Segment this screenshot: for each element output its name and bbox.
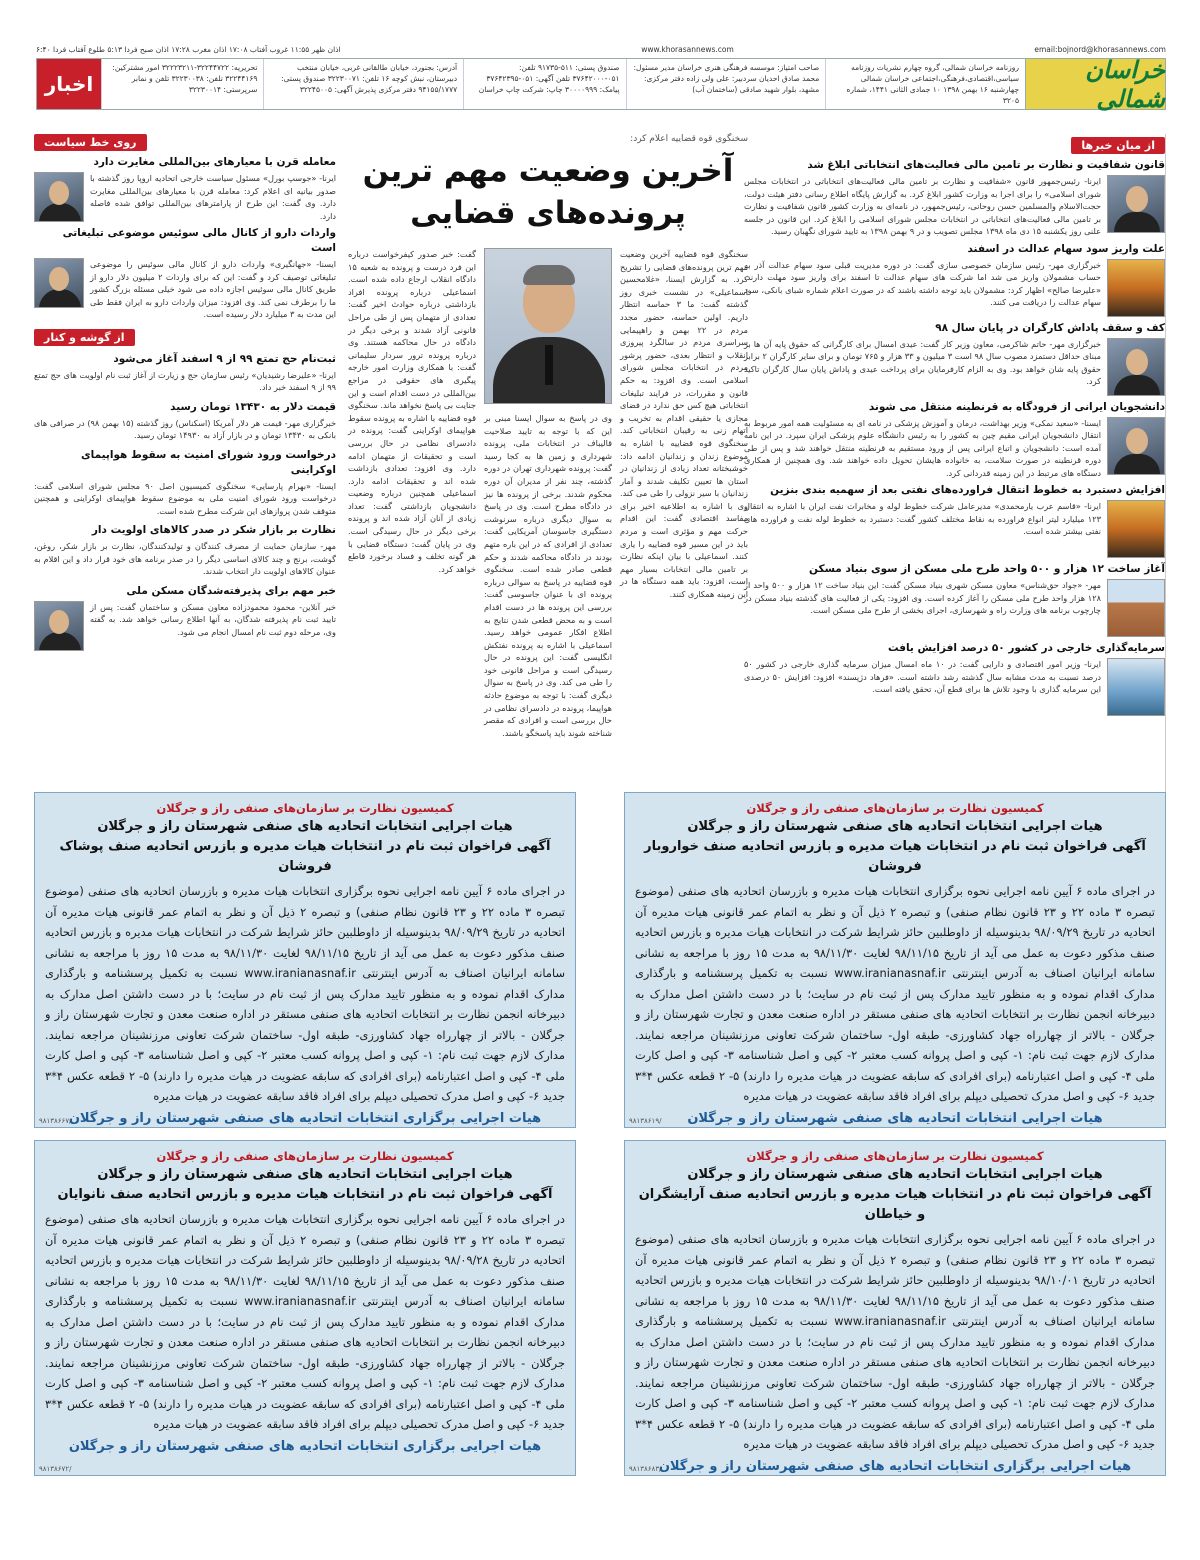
brief-row (34, 480, 336, 518)
brief-headline[interactable]: معامله قرن با معیارهای بین‌المللی مغایرت دارد (93, 156, 336, 168)
ad-call-title: آگهی فراخوان ثبت نام در انتخابات هیات مدیره و بازرس اتحادیه صنف آرایشگران و خیاطان (638, 1187, 1152, 1222)
brief-headline[interactable]: قیمت دلار به ۱۳۴۳۰ تومان رسید (170, 400, 336, 413)
ad-call-title: آگهی فراخوان ثبت نام در انتخابات هیات مدیره و بازرس اتحادیه صنف خواروبار فروشان (644, 839, 1146, 874)
masthead-info-office: آدرس: بجنورد، خیابان طالقانی غربی، خیابان منتخب دبیرستان، نبش کوچه ۱۶ تلفن: ۳۲۲۳۰۰۷۱ صندوق پستی: ۹۴۱۵۵/۱۷۷۷ دفتر مرکزی پذیرش آگهی: ۳۲۲۴۵۰۰۵ (263, 59, 463, 109)
portrait-photo (1107, 338, 1165, 396)
brief-row (34, 258, 336, 321)
brief-body: خبرگزاری مهر- قیمت هر دلار آمریکا (اسکناس) روز گذشته (۱۵ بهمن ۹۸) در صرافی های بانکی به ۱۳۴۳۰ تومان و در بازار آزاد به ۱۴۹۳۰ تومان رسید. (34, 417, 337, 440)
brief-headline[interactable]: ثبت‌نام حج تمتع ۹۹ از ۹ اسفند آغاز می‌شود (113, 352, 336, 365)
ad-commission: کمیسیون نظارت بر سازمان‌های صنفی راز و جرگلان (746, 801, 1044, 815)
ad-commission: کمیسیون نظارت بر سازمان‌های صنفی راز و جرگلان (156, 1149, 454, 1163)
ad-body: در اجرای ماده ۶ آیین نامه اجرایی نحوه برگزاری انتخابات هیات مدیره و بازرسان اتحادیه های صنفی (موضوع تبصره ۳ ماده ۲۲ و ۲۳ قانون نظام صنفی) و تبصره ۲ ذیل آن و نظر به اتمام عمر قانونی هیات مدیره آن اتحادیه در تاریخ ۹۸/۰۹/۲۸ بدینوسیله از داوطلبین حائز شرایط شرکت در انتخابات هیات مدیره و بازرس اتحادیه صنف مذکور دعوت به عمل می آید از تاریخ ۹۸/۱۱/۱۵ لغایت ۹۸/۱۱/۳۰ به مدت ۱۵ روز با مراجعه به نشانی سامانه ایرانیان اصناف به آدرس اینترنتی www.iranianasnaf.ir نسبت به تکمیل پرسشنامه و بارگذاری مدارک اقدام نموده و به منظور تایید مدارک پس از ثبت نام در سایت؛ با در دست داشتن اصل مدارک به دبیرخانه انجمن نظارت بر انتخابات اتحادیه های صنفی مستقر در اداره صنعت معدن و تجارت شهرستان راز و جرگلان - بالاتر از چهارراه جهاد کشاورزی- طبقه اول- ساختمان شرکت تعاونی مرزنشینان مراجعه نمایند. مدارک لازم جهت ثبت نام: ۱- کپی و اصل پروانه کسب معتبر ۲- کپی و اصل شناسنامه ۳- کپی و اصل کارت ملی ۴- کپی و اصل اعتبارنامه (برای افرادی که سابقه عضویت در هیات مدیره را دارند) ۵- ۲ قطعه عکس ۴*۳ جدید ۶- کپی و اصل مدرک تحصیلی دیپلم برای افراد فاقد سابقه عضویت در هیات مدیره (45, 1212, 566, 1431)
photo-shoulders (39, 203, 81, 222)
spokesperson-photo (484, 248, 612, 404)
politics-brief (34, 226, 336, 321)
brief-headline[interactable]: سرمایه‌گذاری خارجی در کشور ۵۰ درصد افزایش یافت (888, 642, 1165, 654)
masthead (36, 55, 1166, 113)
brief-headline[interactable]: دانشجویان ایرانی از فرودگاه به قرنطینه منتقل می شوند (868, 400, 1165, 413)
portrait-photo (34, 601, 84, 651)
news-brief (744, 158, 1165, 238)
brief-row (34, 540, 336, 578)
lead-headline: آخرین وضعیت مهم ترین پرونده‌های قضایی (362, 153, 734, 231)
photo-shoulders (39, 289, 81, 308)
politics-column (34, 134, 336, 794)
ad-grocers (624, 792, 1166, 1128)
brief-row (34, 172, 336, 222)
prayer-times: اذان ظهر ۱۱:۵۵ غروب آفتاب ۱۷:۰۸ اذان مغرب ۱۷:۲۸ اذان صبح فردا ۵:۱۳ طلوع آفتاب فردا ۶:۴۰ (36, 45, 341, 54)
lead-column-right: سخنگوی قوه قضاییه آخرین وضعیت مهم ترین پرونده‌های قضایی را تشریح کرد. به گزارش ایسنا، «غلامحسین اسماعیلی» در نشست خبری روز گذشته گفت: ما ۳ حماسه انتظار داریم. اولین حماسه، حضور مجدد مردم در ۲۲ بهمن و راهپیمایی سراسری مردم در سالگرد پیروزی انقلاب و انتظار بعدی، حضور پرشور مردم در انتخابات مجلس شورای اسلامی است. وی افزود: به حکم قانون و مقررات، در فرایند تبلیغات انتخاباتی هیچ کس حق ندارد در فضای مجازی یا حقیقی اقدام به تخریب و اتهام زنی به رقیبان انتخاباتی کند. سخنگوی قوه قضاییه با اشاره به موضوع زندان و زندانیان ادامه داد: خوشبختانه تعداد زیادی از زندانیان در استان ها تعیین تکلیف شدند و آمار زندانیان با سیر نزولی را طی می کند. وی با اشاره به اطلاعیه اخیر برای مفاسد اقتصادی گفت: این اقدام حرکت مهم و مؤثری است و مردم باید در این مسیر قوه قضاییه را یاری کنند. اسماعیلی با بیان اینکه نظارت بر تامین مالی انتخابات بسیار مهم است، افزود: باید همه دستگاه ها در این زمینه همکاری کنند. (620, 249, 748, 600)
brief-headline[interactable]: افزایش دستبرد به خطوط انتقال فراورده‌های نفتی بعد از سهمیه‌ بندی بنزین (770, 484, 1165, 496)
top-info-strip (36, 45, 1166, 57)
corner-brief (34, 448, 336, 518)
photo-face (49, 610, 69, 634)
brief-body: ایرنا- رئیس‌جمهور قانون «شفافیت و نظارت بر تامین مالی فعالیت‌های انتخاباتی در انتخابات مجلس شورای اسلامی» را برای اجرا به وزارت کشور ابلاغ کرد. به گزارش پایگاه اطلاع رسانی دفتر هیئت دولت، حجت‌الاسلام والمسلمین حسن روحانی، رئیس‌جمهور، در نامه‌ای به وزارت کشور قانون شفافیت و نظارت بر تامین مالی فعالیت‌های انتخاباتی در انتخابات مجلس شورای اسلامی را ابلاغ کرد. این قانون در جلسه علنی روز یکشنبه ۱۵ دی ماه ۱۳۹۸ مجلس تصویب و در ۹ بهمن ۱۳۹۸ به تایید شورای نگهبان رسید. (744, 176, 1101, 236)
corner-brief (34, 352, 336, 394)
news-photo (1107, 579, 1165, 637)
news-brief (744, 242, 1165, 317)
news-photo (1107, 658, 1165, 716)
brief-body: خبر آنلاین- محمود محمودزاده معاون مسکن و ساختمان گفت: پس از تایید ثبت نام پذیرفته شدگان، به آنها اطلاع رسانی خواهد شد. به گفته وی، مرحله دوم ثبت نام امسال انجام می شود. (90, 601, 336, 637)
lead-column-left: گفت: خبر صدور کیفرخواست درباره این فرد درست و پرونده به شعبه ۱۵ دادگاه انقلاب ارجاع داده شده است. اسماعیلی درباره پرونده افراد بازداشتی درباره حوادث اخیر گفت: تعدادی از متهمان پس از طی مراحل قانونی آزاد شدند و برخی دیگر در دادگاه در حال محاکمه هستند. وی درباره پرونده ترور سردار سلیمانی گفت: با همکاری وزارت امور خارجه پیگیری های حقوقی در مراجع بین‌المللی در دست اقدام است و این جنایت بی پاسخ نخواهد ماند. سخنگوی قوه قضاییه با اشاره به پرونده سقوط هواپیمای اوکراینی گفت: پرونده در دادسرای نظامی در حال بررسی است و تحقیقات از متهمان ادامه دارد. وی افزود: تعدادی بازداشت شده اند و تحقیقات ادامه دارد. اسماعیلی همچنین درباره وضعیت دانشجویان بازداشتی گفت: تعداد زیادی از آنان آزاد شده اند و پرونده برخی دیگر در حال رسیدگی است. وی در پایان گفت: دستگاه قضایی با هر گونه تخلف و فساد برخورد قاطع خواهد کرد. (348, 249, 476, 574)
section-tab: اخبار (37, 59, 101, 109)
politics-brief (34, 155, 336, 222)
ad-code: ۹۸۱۳۸۶۱۹/ (629, 1117, 662, 1125)
masthead-info-publisher: صاحب امتیاز: موسسه فرهنگی هنری خراسان مدیر مسئول: محمد صادق احدیان سردبیر: علی ولی زاده دفتر مرکزی: مشهد، بلوار شهید صادقی (ساختمان آب) (626, 59, 826, 109)
ad-barbers-tailors (624, 1140, 1166, 1476)
photo-face (49, 181, 69, 205)
lead-story (348, 134, 748, 794)
masthead-info-publication: روزنامه خراسان شمالی، گروه چهارم نشریات روزنامه سیاسی،اقتصادی،فرهنگی،اجتماعی خراسان شمالی چهارشنبه ۱۶ بهمن ۱۳۹۸ ۱۰ جمادی الثانی ۱۴۴۱، شماره ۳۲۰۵ (825, 59, 1025, 109)
portrait-photo (1107, 175, 1165, 233)
photo-shoulders (1114, 375, 1160, 396)
brief-row (744, 579, 1165, 637)
photo-face (1126, 186, 1148, 212)
corner-brief (34, 584, 336, 651)
masthead-info-contact: صندوق پستی: ۵۱۱-۹۱۷۳۵ تلفن: ۰۵۱-۳۷۶۴۲۰۰۰ تلفن آگهی: ۰۵۱-۳۷۶۴۲۳۹۵ پیامک: ۳۰۰۰۰۹۹۹ چاپ: شرکت چاپ خراسان (463, 59, 625, 109)
brief-body: ایرنا- وزیر امور اقتصادی و دارایی گفت: در ۱۰ ماه امسال میزان سرمایه گذاری خارجی در کشور ۵۰ درصد نسبت به مدت مشابه سال گذشته رشد داشته است. «فرهاد دژپسند» افزود: افزایش ۵۰ درصدی این سرمایه گذاری با وجود تلاش ها برای قطع آن، تحقق یافته است. (744, 659, 1101, 694)
photo-face (1126, 428, 1148, 454)
brief-row (34, 417, 336, 442)
column-tag: از میان خبرها (1071, 137, 1165, 154)
brief-body: ایسنا- «بهرام پارسایی» سخنگوی کمیسیون اصل ۹۰ مجلس شورای اسلامی گفت: درخواست ورود شورای امنیت ملی به موضوع سقوط هواپیمای اوکراینی و همچنین متوقف شدن پروازهای این شرکت مطرح شده است. (34, 480, 336, 516)
lead-column-middle (484, 248, 612, 739)
ad-board: هیات اجرایی انتخابات اتحادیه های صنفی شهرستان راز و جرگلان (687, 819, 1103, 834)
website-url[interactable]: www.khorasannews.com (641, 45, 734, 54)
ad-commission: کمیسیون نظارت بر سازمان‌های صنفی راز و جرگلان (156, 801, 454, 815)
brief-body: ایرنا- «جوسپ بورل» مسئول سیاست خارجی اتحادیه اروپا روز گذشته با صدور بیانیه ای اعلام کرد: معامله قرن با معیارهای بین‌المللی مغایرت دارد. وی گفت: این طرح از پارامترهای بین‌المللی توافق شده فاصله دارد. (90, 173, 336, 221)
lead-body (348, 248, 748, 739)
brief-body: ایسنا- «سعید نمکی» وزیر بهداشت، درمان و آموزش پزشکی در نامه ای به مسئولیت همه امور مربوط به انتقال دانشجویان ایرانی مقیم چین به کشور را به رئیس دانشگاه علوم پزشکی ایران سپرد. در این نامه آمده است: دانشجویان و اتباع ایرانی پس از ورود مستقیم به قرنطینه منتقل خواهند شد و پس از طی دوره قرنطینه در صورت سلامت، به خانواده هایشان تحویل داده خواهند شد. وی همچنین از همکاری دستگاه های مرتبط در این زمینه قدردانی کرد. (744, 417, 1101, 478)
brief-body: مهر- سازمان حمایت از مصرف کنندگان و تولیدکنندگان، نظارت بر بازار شکر، روغن، گوشت، برنج و چند کالای اساسی دیگر را در صدر برنامه های خود قرار داد و این اقلام به عنوان کالاهای اولویت دار انتخاب شدند. (34, 541, 336, 576)
ad-body: در اجرای ماده ۶ آیین نامه اجرایی نحوه برگزاری انتخابات هیات مدیره و بازرسان اتحادیه های صنفی (موضوع تبصره ۳ ماده ۲۲ و ۲۳ قانون نظام صنفی) و تبصره ۲ ذیل آن و نظر به اتمام عمر قانونی هیات مدیره آن اتحادیه در تاریخ ۹۸/۱۰/۰۱ بدینوسیله از داوطلبین حائز شرایط شرکت در انتخابات هیات مدیره و بازرس اتحادیه صنف مذکور دعوت به عمل می آید از تاریخ ۹۸/۱۱/۱۵ لغایت ۹۸/۱۱/۳۰ به مدت ۱۵ روز با مراجعه به نشانی سامانه ایرانیان اصناف به آدرس اینترنتی www.iranianasnaf.ir نسبت به تکمیل پرسشنامه و بارگذاری مدارک اقدام نموده و به منظور تایید مدارک پس از ثبت نام در سایت؛ با در دست داشتن اصل مدارک به دبیرخانه انجمن نظارت بر انتخابات اتحادیه های صنفی مستقر در اداره صنعت معدن و تجارت شهرستان راز و جرگلان - بالاتر از چهارراه جهاد کشاورزی- طبقه اول- ساختمان شرکت تعاونی مرزنشینان مراجعه نمایند. مدارک لازم جهت ثبت نام: ۱- کپی و اصل پروانه کسب معتبر ۲- کپی و اصل شناسنامه ۳- کپی و اصل کارت ملی ۴- کپی و اصل اعتبارنامه (برای افرادی که سابقه عضویت در هیات مدیره را دارند) ۵- ۲ قطعه عکس ۴*۳ جدید ۶- کپی و اصل مدرک تحصیلی دیپلم برای افراد فاقد سابقه عضویت در هیات مدیره (635, 1232, 1156, 1451)
news-brief (744, 562, 1165, 637)
brief-body: مهر- «جواد حق‌شناس» معاون مسکن شهری بنیاد مسکن گفت: این بنیاد ساخت ۱۲ هزار و ۵۰۰ واحد از ۱۲۸ هزار واحد طرح ملی مسکن را آغاز کرده است. وی افزود: یکی از فعالیت های گذشته بنیاد مسکن در چارچوب برنامه های وزارت راه و شهرسازی، اجرای بخشی از طرح ملی مسکن است. (744, 580, 1101, 615)
brief-headline[interactable]: واردات دارو از کانال مالی سوئیس موضوعی تبلیغاتی است (62, 227, 336, 254)
brief-headline[interactable]: کف و سقف پاداش کارگران در پایان سال ۹۸ (935, 321, 1165, 334)
politics-tag: روی خط سیاست (34, 134, 147, 151)
brief-headline[interactable]: درخواست ورود شورای امنیت به سقوط هواپیمای اوکراینی (81, 448, 336, 476)
brief-headline[interactable]: نظارت بر بازار شکر در صدر کالاهای اولویت دار (91, 524, 336, 536)
ad-code: ۹۸۱۳۸۶۷۲/ (39, 1465, 72, 1473)
ad-code: ۹۸۱۳۸۶۸۳/ (629, 1465, 662, 1473)
lead-kicker: سخنگوی قوه قضاییه اعلام کرد: (630, 134, 748, 144)
ad-board: هیات اجرایی انتخابات اتحادیه های صنفی شهرستان راز و جرگلان (97, 819, 513, 834)
ad-footer: هیات اجرایی برگزاری انتخابات اتحادیه های صنفی شهرستان راز و جرگلان (68, 1110, 542, 1126)
ad-body: در اجرای ماده ۶ آیین نامه اجرایی نحوه برگزاری انتخابات هیات مدیره و بازرسان اتحادیه های صنفی (موضوع تبصره ۳ ماده ۲۲ و ۲۳ قانون نظام صنفی) و تبصره ۲ ذیل آن و نظر به اتمام عمر قانونی هیات مدیره آن اتحادیه در تاریخ ۹۸/۰۹/۲۹ بدینوسیله از داوطلبین حائز شرایط شرکت در انتخابات هیات مدیره و بازرس اتحادیه صنف مذکور دعوت به عمل می آید از تاریخ ۹۸/۱۱/۱۵ لغایت ۹۸/۱۱/۳۰ به مدت ۱۵ روز با مراجعه به نشانی سامانه ایرانیان اصناف به آدرس اینترنتی www.iranianasnaf.ir نسبت به تکمیل پرسشنامه و بارگذاری مدارک اقدام نموده و به منظور تایید مدارک پس از ثبت نام در سایت؛ با در دست داشتن اصل مدارک به دبیرخانه انجمن نظارت بر انتخابات اتحادیه های صنفی مستقر در اداره صنعت معدن و تجارت شهرستان راز و جرگلان - بالاتر از چهارراه جهاد کشاورزی- طبقه اول- ساختمان شرکت تعاونی مرزنشینان مراجعه نمایند. مدارک لازم جهت ثبت نام: ۱- کپی و اصل پروانه کسب معتبر ۲- کپی و اصل شناسنامه ۳- کپی و اصل کارت ملی ۴- کپی و اصل اعتبارنامه (برای افرادی که سابقه عضویت در هیات مدیره را دارند) ۵- ۲ قطعه عکس ۴*۳ جدید ۶- کپی و اصل مدرک تحصیلی دیپلم برای افراد فاقد سابقه عضویت در هیات مدیره (635, 884, 1156, 1103)
masthead-info-phones: تحریریه: ۳۲۲۴۴۷۲۲-۳۲۲۲۳۲۱۱ امور مشترکین: ۳۲۲۴۴۱۶۹ تلفن: ۳۲۲۳۰۰۳۸ تلفن و نمابر سرپرستی: ۳۲۲۳۰۰۱۴ (101, 59, 263, 109)
logo-text: خراسان شمالی (1085, 55, 1165, 113)
newspaper-logo (1025, 55, 1165, 113)
photo-shoulders (1114, 212, 1160, 233)
news-brief (744, 400, 1165, 480)
brief-row (34, 369, 336, 394)
ad-footer: هیات اجرایی برگزاری انتخابات اتحادیه های صنفی شهرستان راز و جرگلان (68, 1438, 542, 1454)
brief-headline[interactable]: علت واریز سود سهام عدالت در اسفند (967, 242, 1165, 255)
portrait-photo (34, 258, 84, 308)
brief-headline[interactable]: آغاز ساخت ۱۲ هزار و ۵۰۰ واحد طرح ملی مسکن از سوی بنیاد مسکن (809, 563, 1165, 575)
ad-body: در اجرای ماده ۶ آیین نامه اجرایی نحوه برگزاری انتخابات هیات مدیره و بازرسان اتحادیه های صنفی (موضوع تبصره ۳ ماده ۲۲ و ۲۳ قانون نظام صنفی) و تبصره ۲ ذیل آن و نظر به اتمام عمر قانونی هیات مدیره آن اتحادیه در تاریخ ۹۸/۰۹/۲۹ بدینوسیله از داوطلبین حائز شرایط شرکت در انتخابات هیات مدیره و بازرس اتحادیه صنف مذکور دعوت به عمل می آید از تاریخ ۹۸/۱۱/۱۵ لغایت ۹۸/۱۱/۳۰ به مدت ۱۵ روز با مراجعه به نشانی سامانه ایرانیان اصناف به آدرس اینترنتی www.iranianasnaf.ir نسبت به تکمیل پرسشنامه و بارگذاری مدارک اقدام نموده و به منظور تایید مدارک پس از ثبت نام در سایت؛ با در دست داشتن اصل مدارک به دبیرخانه انجمن نظارت بر انتخابات اتحادیه های صنفی مستقر در اداره صنعت معدن و تجارت شهرستان راز و جرگلان - بالاتر از چهارراه جهاد کشاورزی- طبقه اول- ساختمان شرکت تعاونی مرزنشینان مراجعه نمایند. مدارک لازم جهت ثبت نام: ۱- کپی و اصل پروانه کسب معتبر ۲- کپی و اصل شناسنامه ۳- کپی و اصل کارت ملی ۴- کپی و اصل اعتبارنامه (برای افرادی که سابقه عضویت در هیات مدیره را دارند) ۵- ۲ قطعه عکس ۴*۳ جدید ۶- کپی و اصل مدرک تحصیلی دیپلم برای افراد فاقد سابقه عضویت در هیات مدیره (45, 884, 566, 1103)
ad-board: هیات اجرایی انتخابات اتحادیه های صنفی شهرستان راز و جرگلان (97, 1167, 513, 1182)
lead-column-middle-text: وی در پاسخ به سوال ایسنا مبنی بر این که با توجه به تایید صلاحیت قالیباف در انتخابات ملی، پرونده شهرداری و زمین ها به کجا رسید گفت: پرونده شهرداری تهران در دوره گذشته، چند نفر از مدیران آن دوره محکوم شدند. برخی از پرونده ها نیز در دادگاه مطرح است. وی در پاسخ به سوال دیگری درباره سرنوشت دستگیری جاسوسان آمریکایی گفت: تعدادی از افرادی که در این باره متهم بودند در دادگاه محاکمه شدند و حکم قطعی صادر شده است. سخنگوی قوه قضاییه در پاسخ به سوالی درباره پرونده ای با عنوان جاسوسی گفت: بررسی این پرونده ها در دست اقدام است و به محض قطعی شدن نتایج به اطلاع افکار عمومی خواهد رسید. اسماعیلی با اشاره به پرونده نفتکش انگلیسی گفت: این پرونده در حال رسیدگی است و مراحل قانونی خود را طی می کند. وی در پاسخ به سوال دیگری گفت: با توجه به موضوع حادثه هواپیما، پرونده در دادسرای نظامی در حال بررسی است و افرادی که مقصر شناخته شوند باید پاسخگو باشند. (484, 413, 612, 738)
photo-face (1126, 349, 1148, 375)
brief-row (34, 601, 336, 651)
photo-shoulders (39, 632, 81, 651)
brief-body: ایرنا- «قاسم عرب یارمحمدی» مدیرعامل شرکت خطوط لوله و مخابرات نفت ایران با اشاره به انتقال ۱۲۳ میلیارد لیتر انواع فراورده به نقاط مختلف کشور گفت: دستبرد به خطوط لوله نفت و فراورده های نفتی بیشتر شده است. (744, 501, 1101, 536)
news-roundup-column (744, 134, 1166, 794)
photo-shoulders (1114, 454, 1160, 475)
ad-commission: کمیسیون نظارت بر سازمان‌های صنفی راز و جرگلان (746, 1149, 1044, 1163)
photo-face (49, 267, 69, 291)
brief-row (744, 500, 1165, 558)
brief-row (744, 658, 1165, 716)
news-brief (744, 321, 1165, 396)
ad-board: هیات اجرایی انتخابات اتحادیه های صنفی شهرستان راز و جرگلان (687, 1167, 1103, 1182)
ad-footer: هیات اجرایی انتخابات اتحادیه های صنفی شهرستان راز و جرگلان (687, 1110, 1103, 1126)
brief-headline[interactable]: خبر مهم برای پذیرفته‌شدگان مسکن ملی (126, 584, 336, 597)
news-brief (744, 483, 1165, 558)
news-brief (744, 641, 1165, 716)
portrait-photo (34, 172, 84, 222)
news-photo (1107, 259, 1165, 317)
ad-clothing (34, 792, 576, 1128)
email-address[interactable]: email:bojnord@khorasannews.com (1034, 45, 1166, 54)
ad-call-title: آگهی فراخوان ثبت نام در انتخابات هیات مدیره و بازرس اتحادیه صنف پوشاک فروشان (59, 839, 551, 874)
corner-tag: از گوشه و کنار (34, 329, 135, 346)
brief-body: خبرگزاری مهر- حاتم شاکرمی، معاون وزیر کار گفت: عیدی امسال برای کارگرانی که حقوق پایه آن ها بر مبنای حداقل دستمزد مصوب سال ۹۸ است ۳ میلیون و ۳۳ هزار و ۷۶۵ تومان و برای سایر کارگران ۲ برابر حقوق پایه شان خواهد بود. وی به الزام کارفرمایان برای پرداخت عیدی و پاداش پایان سال کارگران تاکید کرد. (744, 338, 1102, 386)
brief-headline[interactable]: قانون شفافیت و نظارت بر تامین مالی فعالیت‌های انتخاباتی ابلاغ شد (807, 159, 1165, 171)
corner-brief (34, 523, 336, 578)
photo-hair (523, 265, 575, 285)
news-photo (1107, 500, 1165, 558)
brief-row (744, 175, 1165, 238)
ad-bakers (34, 1140, 576, 1476)
brief-row (744, 338, 1165, 396)
ad-call-title: آگهی فراخوان ثبت نام در انتخابات هیات مدیره و بازرس اتحادیه صنف نانوایان (57, 1187, 553, 1202)
brief-body: ایسنا- «جهانگیری» واردات دارو از کانال مالی سوئیس را موضوعی تبلیغاتی توصیف کرد و گفت: این که برای واردات ۲ میلیون دلار دارو از طریق کانال مالی سوئیس اجازه داده می شود خیلی مسئله بزرگ کشور ما را برطرف نمی کند. وی افزود: میزان واردات دارو به ایران فقط طی این مدت به ۳ میلیارد دلار رسیده است. (90, 259, 336, 319)
ad-footer: هیات اجرایی برگزاری انتخابات اتحادیه های صنفی شهرستان راز و جرگلان (658, 1458, 1132, 1474)
brief-row (744, 417, 1165, 480)
brief-row (744, 259, 1165, 317)
portrait-photo (1107, 417, 1165, 475)
corner-brief (34, 400, 336, 442)
ad-code: ۹۸۱۳۸۶۶۷/ (39, 1117, 72, 1125)
brief-body: ایرنا- «علیرضا رشیدیان» رئیس سازمان حج و زیارت از آغاز ثبت نام اولویت های حج تمتع ۹۹ از ۹ اسفند خبر داد. (34, 369, 336, 392)
microphone-icon (545, 345, 553, 385)
brief-body: خبرگزاری مهر- رئیس سازمان خصوصی سازی گفت: در دوره مدیریت قبلی سود سهام عدالت آذر به حساب مشمولان واریز می شد اما شرکت های سهام عدالت تا اسفند برای واریز سود مهلت دارند. «علیرضا صالح» اظهار کرد: مشمولان باید توجه داشته باشند که در صورت اعلام شماره شبای بانکی، سود سهام عدالت را دریافت می کنند. (744, 259, 1101, 307)
